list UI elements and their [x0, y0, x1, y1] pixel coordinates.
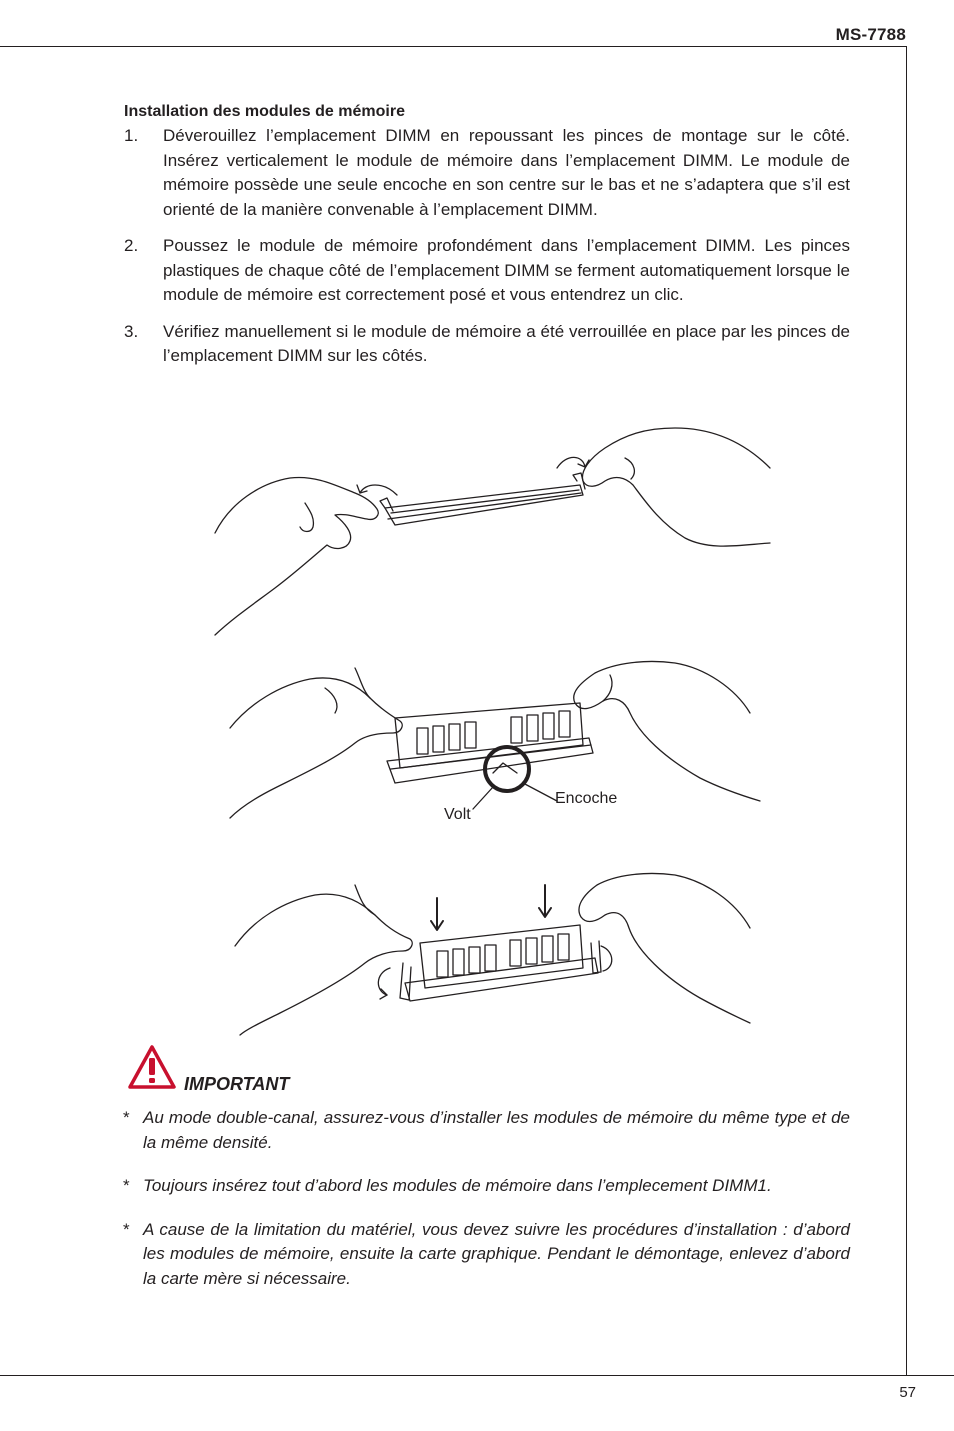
step-number: 2. [124, 236, 139, 255]
important-title: IMPORTANT [184, 1074, 290, 1094]
note-text: Toujours insérez tout d’abord les modules de mémoire dans l’emplecement DIMM1. [143, 1176, 772, 1195]
step-number: 3. [124, 321, 139, 341]
note-text: A cause de la limitation du matériel, vous devez suivre les procédures d’installation : d’abord les modules de mémoire, ensuite la carte graphique. Pendant le démontage, enlevez d’abord la carte mère si nécessaire. [143, 1219, 850, 1288]
bullet-star: * [123, 1108, 130, 1127]
bullet-star: * [123, 1176, 130, 1195]
step-item [124, 234, 850, 308]
step-text: Vérifiez manuellement si le module de mémoire a été verrouillée en place par les pinces de l’emplacement DIMM sur les côtés. [163, 321, 850, 365]
panel-unlock-slot [215, 428, 770, 635]
callout-volt: Volt [444, 806, 471, 823]
step-number: 1. [124, 126, 139, 145]
margin-rule [906, 46, 907, 1375]
note-item [123, 1106, 850, 1155]
callout-encoche: Encoche [555, 790, 618, 807]
model-number: MS-7788 [835, 25, 906, 44]
panel-insert-module [230, 661, 760, 818]
warning-icon [128, 1045, 176, 1089]
header-rule [0, 46, 907, 47]
step-item [124, 320, 850, 369]
note-item [123, 1218, 850, 1292]
bullet-star: * [123, 1219, 130, 1239]
step-text: Poussez le module de mémoire profondément dans l’emplacement DIMM. Les pinces plastiques de chaque côté de l’emplacement DIMM se ferment automatiquement lorsque le module de mémoire est correctement posé et vous entendrez un clic. [163, 236, 850, 304]
page-number: 57 [899, 1384, 916, 1401]
dimm-installation-illustration [205, 423, 780, 1038]
step-item [124, 124, 850, 222]
installation-steps [124, 124, 850, 381]
note-item [123, 1174, 850, 1199]
note-text: Au mode double-canal, assurez-vous d’installer les modules de mémoire du même type et de la même densité. [143, 1108, 850, 1152]
footer-rule [0, 1375, 954, 1376]
important-notes [123, 1106, 850, 1310]
section-title: Installation des modules de mémoire [124, 103, 405, 120]
step-text: Déverouillez l’emplacement DIMM en repoussant les pinces de montage sur le côté. Insérez verticalement le module de mémoire dans l’emplacement DIMM. Le module de mémoire possède une seule encoche en son centre sur le bas et ne s’adaptera que s’il est orienté de la manière convenable à l’emplacement DIMM. [163, 126, 850, 219]
memory-chips [417, 711, 570, 754]
panel-lock-module [235, 873, 750, 1035]
